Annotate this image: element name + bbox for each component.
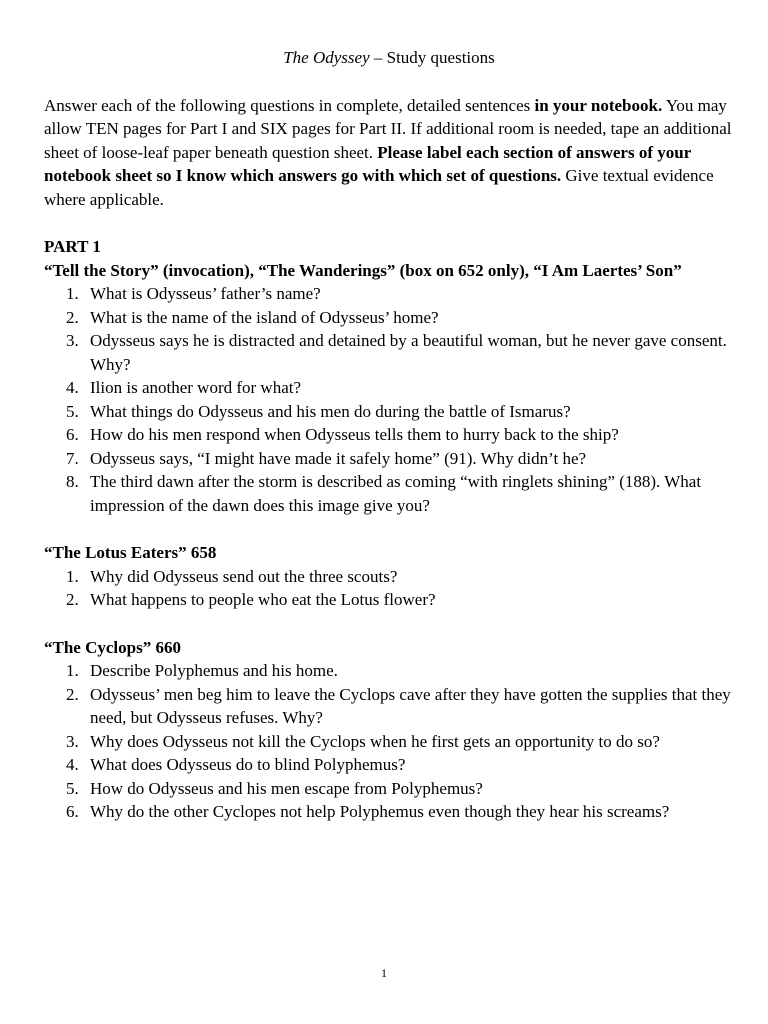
- title-rest: – Study questions: [369, 48, 495, 67]
- section-heading: “The Lotus Eaters” 658: [44, 543, 217, 562]
- question-item: [66, 423, 734, 447]
- question-item: [66, 282, 734, 306]
- question-section: [44, 259, 734, 518]
- question-list: [44, 659, 734, 824]
- question-text: What does Odysseus do to blind Polyphemus?: [90, 755, 406, 774]
- question-text: The third dawn after the storm is described as coming “with ringlets shining” (188). What impression of the dawn does this image give you?: [90, 472, 702, 515]
- question-item: [66, 683, 734, 730]
- question-item: [66, 306, 734, 330]
- question-item: [66, 447, 734, 471]
- question-number: 7.: [66, 448, 79, 468]
- instructions-bold-1: in your notebook.: [534, 95, 663, 115]
- instructions-paragraph: [44, 94, 734, 212]
- question-text: Odysseus’ men beg him to leave the Cyclops cave after they have gotten the supplies that they need, but Odysseus refuses. Why?: [90, 684, 731, 727]
- question-number: 8.: [66, 472, 79, 491]
- question-item: [66, 588, 734, 612]
- section-heading: “Tell the Story” (invocation), “The Wanderings” (box on 652 only), “I Am Laertes’ Son”: [44, 260, 682, 280]
- question-text: Why did Odysseus send out the three scouts?: [90, 566, 398, 586]
- question-text: How do his men respond when Odysseus tells them to hurry back to the ship?: [90, 425, 619, 444]
- question-text: What things do Odysseus and his men do during the battle of Ismarus?: [90, 401, 571, 421]
- question-item: [66, 800, 734, 824]
- question-number: 1.: [66, 566, 79, 586]
- question-number: 4.: [66, 755, 79, 774]
- instructions-text-1: Answer each of the following questions in complete, detailed sentences: [44, 95, 535, 115]
- question-number: 6.: [66, 425, 79, 444]
- question-number: 2.: [66, 684, 79, 704]
- question-item: [66, 659, 734, 683]
- question-text: What happens to people who eat the Lotus flower?: [90, 590, 436, 609]
- question-number: 6.: [66, 802, 79, 821]
- instructions-text-2: You may allow TEN pages for Part I and SIX pages for Part II. If additional room is needed, tape an additional sheet of loose-leaf paper beneath question sheet.: [44, 95, 732, 162]
- question-text: Ilion is another word for what?: [90, 378, 302, 397]
- question-list: [44, 565, 734, 612]
- question-text: Odysseus says, “I might have made it safely home” (91). Why didn’t he?: [90, 448, 587, 468]
- question-text: What is the name of the island of Odysseus’ home?: [90, 307, 439, 327]
- question-number: 3.: [66, 331, 79, 350]
- question-text: Describe Polyphemus and his home.: [90, 661, 338, 680]
- question-item: [66, 470, 734, 517]
- part-heading: PART 1: [44, 237, 101, 256]
- question-number: 5.: [66, 778, 79, 798]
- question-text: Why does Odysseus not kill the Cyclops when he first gets an opportunity to do so?: [90, 731, 660, 751]
- page-number: 1: [381, 966, 387, 980]
- question-item: [66, 376, 734, 400]
- question-item: [66, 753, 734, 777]
- question-section: [44, 541, 734, 612]
- title-italic: The Odyssey: [283, 48, 370, 67]
- question-number: 2.: [66, 307, 79, 327]
- question-section: [44, 636, 734, 824]
- question-item: [66, 400, 734, 424]
- question-text: Why do the other Cyclopes not help Polyphemus even though they hear his screams?: [90, 802, 670, 821]
- instructions-text-3: Give textual evidence where applicable.: [44, 166, 714, 209]
- instructions-bold-2: Please label each section of answers of your notebook sheet so I know which answers go with which set of questions.: [44, 142, 691, 185]
- question-item: [66, 565, 734, 589]
- question-number: 1.: [66, 284, 79, 303]
- question-number: 4.: [66, 378, 79, 397]
- question-text: How do Odysseus and his men escape from Polyphemus?: [90, 778, 483, 798]
- question-number: 3.: [66, 731, 79, 751]
- question-number: 2.: [66, 590, 79, 609]
- section-heading: “The Cyclops” 660: [44, 637, 181, 657]
- question-item: [66, 777, 734, 801]
- document-page: [44, 46, 734, 848]
- document-title: [44, 46, 734, 70]
- question-item: [66, 329, 734, 376]
- question-number: 1.: [66, 661, 79, 680]
- question-text: What is Odysseus’ father’s name?: [90, 284, 321, 303]
- question-list: [44, 282, 734, 517]
- question-item: [66, 730, 734, 754]
- question-text: Odysseus says he is distracted and detained by a beautiful woman, but he never gave consent. Why?: [90, 331, 727, 374]
- question-number: 5.: [66, 401, 79, 421]
- question-sections: [44, 259, 734, 824]
